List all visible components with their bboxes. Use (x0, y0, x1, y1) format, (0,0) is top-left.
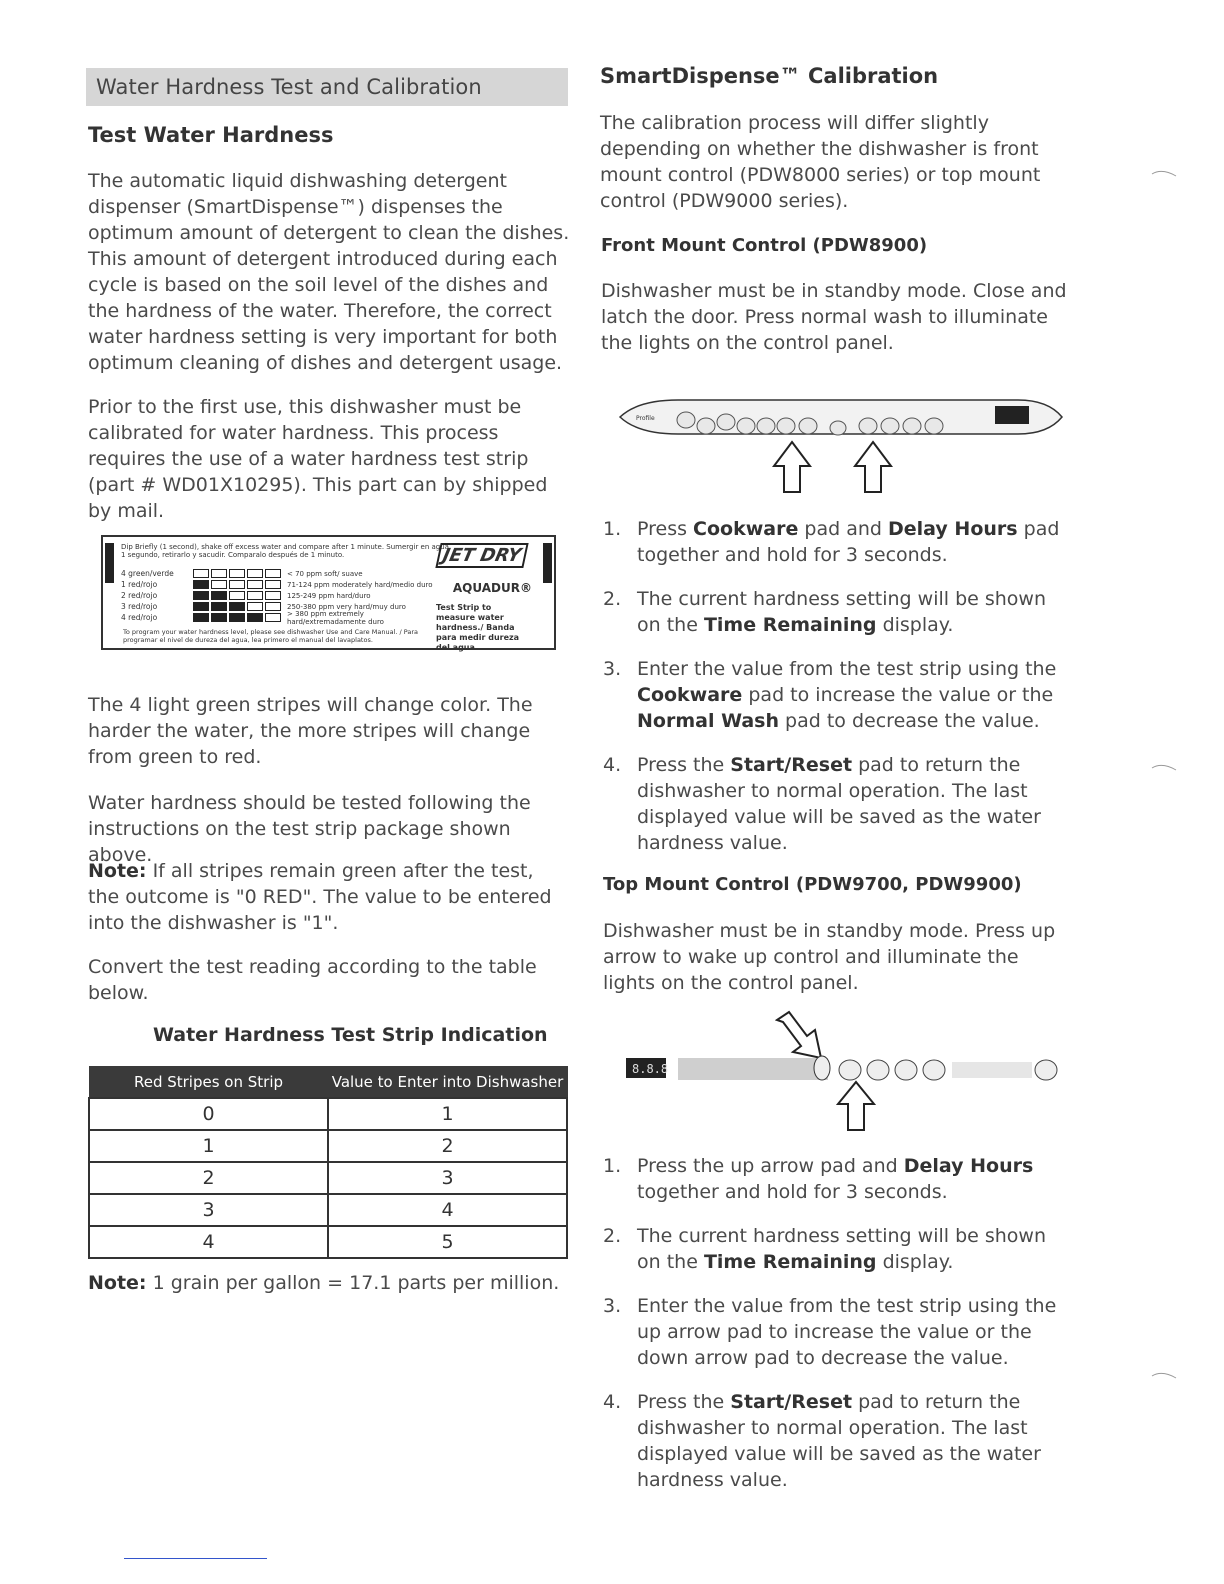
strip-cells (193, 580, 283, 589)
strip-row-label: 1 red/rojo (121, 580, 158, 589)
table-header: Value to Enter into Dishwasher (328, 1067, 567, 1099)
strip-pad (193, 613, 209, 622)
heading-smartdispense-calibration: SmartDispense™ Calibration (600, 64, 939, 88)
table-cell: 1 (89, 1130, 328, 1162)
step-text: The current hardness setting will be shown on the (637, 1225, 1047, 1273)
paragraph-test-instructions: Water hardness should be tested following the instructions on the test strip package shown above. (88, 792, 531, 866)
step-item (601, 752, 1071, 856)
step-number: 4. (603, 1391, 622, 1413)
scan-artifact (1150, 168, 1178, 178)
step-text: Press (637, 518, 694, 540)
strip-edge-right (543, 543, 552, 583)
table-row (89, 1194, 567, 1226)
heading-test-water-hardness: Test Water Hardness (88, 123, 334, 147)
heading-top-mount: Top Mount Control (PDW9700, PDW9900) (603, 874, 1022, 895)
scan-artifact (1150, 762, 1178, 772)
paragraph-stripes-change: The 4 light green stripes will change color. The harder the water, the more stripes will change from green to red. (88, 694, 533, 768)
strip-pad (211, 602, 227, 611)
step-number: 3. (603, 658, 622, 680)
up-arrow-icon (853, 440, 893, 494)
section-banner: Water Hardness Test and Calibration (86, 68, 568, 106)
strip-row (121, 580, 437, 589)
table-row (89, 1162, 567, 1194)
step-bold-term: Normal Wash (637, 710, 780, 732)
strip-instructions: Dip Briefly (1 second), shake off excess water and compare after 1 minute. Sumergir en agua 1 segundo, retirarlo y sacudir. Comparalo después de 1 minuto. (121, 543, 449, 559)
strip-pad (247, 613, 263, 622)
paragraph-front-standby: Dishwasher must be in standby mode. Close and latch the door. Press normal wash to illuminate the lights on the control panel. (601, 280, 1067, 354)
svg-text:Profile: Profile (636, 415, 655, 422)
strip-pad (229, 602, 245, 611)
strip-cells (193, 591, 283, 600)
strip-pad (247, 569, 263, 578)
step-text: pad together and hold for 3 seconds. (637, 518, 1060, 566)
step-item (601, 516, 1071, 568)
aquadur-label: AQUADUR® (452, 581, 532, 595)
strip-pad (265, 591, 281, 600)
step-text: Press the (637, 1391, 731, 1413)
table-row (89, 1226, 567, 1258)
step-text: display. (876, 614, 954, 636)
strip-row (121, 591, 437, 600)
strip-row-ppm: 250-380 ppm very hard/muy duro (287, 602, 406, 611)
strip-row-ppm: > 380 ppm extremely hard/extremadamente duro (287, 609, 384, 626)
strip-pad (247, 602, 263, 611)
strip-pad (193, 602, 209, 611)
table-cell: 1 (328, 1098, 567, 1130)
step-item (601, 1153, 1071, 1205)
test-strip-image (101, 535, 556, 650)
step-bold-term: Cookware (693, 518, 799, 540)
step-text: pad to decrease the value. (779, 710, 1040, 732)
step-number: 1. (603, 518, 622, 540)
table-header: Red Stripes on Strip (89, 1067, 328, 1099)
step-text: Press the (637, 754, 731, 776)
note-label: Note: (88, 1272, 147, 1294)
note-text: If all stripes remain green after the test, the outcome is "0 RED". The value to be entered into the dishwasher is "1". (88, 860, 552, 934)
strip-pad (193, 591, 209, 600)
step-bold-term: Delay Hours (888, 518, 1018, 540)
strip-row (121, 609, 437, 626)
front-mount-steps (601, 516, 1071, 874)
strip-pad (247, 580, 263, 589)
step-text: pad to increase the value or the (742, 684, 1054, 706)
strip-pad (211, 613, 227, 622)
strip-pad (229, 591, 245, 600)
step-text: together and hold for 3 seconds. (637, 1181, 948, 1203)
step-text: Enter the value from the test strip using the up arrow pad to increase the value or the down arrow pad to decrease the value. (637, 1295, 1057, 1369)
paragraph-convert-reading: Convert the test reading according to the table below. (88, 956, 537, 1004)
table-cell: 2 (89, 1162, 328, 1194)
strip-row (121, 569, 437, 578)
strip-row-label: 2 red/rojo (121, 591, 158, 600)
step-text: Press the up arrow pad and (637, 1155, 904, 1177)
strip-pad (265, 580, 281, 589)
strip-pad (247, 591, 263, 600)
strip-row-label: 3 red/rojo (121, 602, 158, 611)
table-cell: 5 (328, 1226, 567, 1258)
top-mount-steps (601, 1153, 1071, 1511)
step-number: 4. (603, 754, 622, 776)
strip-pad (211, 591, 227, 600)
up-arrow-icon (772, 440, 812, 494)
strip-cells (193, 569, 283, 578)
strip-row-label: 4 green/verde (121, 569, 174, 578)
paragraph-calibration-differs: The calibration process will differ slightly depending on whether the dishwasher is front mount control (PDW8000 series) or top mount control (PDW9000 series). (600, 112, 1041, 212)
strip-row-ppm: 71-124 ppm moderately hard/medio duro (287, 580, 433, 589)
table-cell: 4 (89, 1226, 328, 1258)
jetdry-logo: JET DRY (436, 543, 529, 568)
strip-edge-left (105, 543, 114, 583)
strip-pad (265, 569, 281, 578)
step-bold-term: Cookware (637, 684, 743, 706)
strip-row-ppm: 125-249 ppm hard/duro (287, 591, 371, 600)
step-bold-term: Start/Reset (730, 1391, 853, 1413)
paragraph-top-standby: Dishwasher must be in standby mode. Press up arrow to wake up control and illuminate the lights on the control panel. (603, 920, 1056, 994)
strip-program-note: To program your water hardness level, please see dishwasher Use and Care Manual. / Para programar el nivel de dureza del agua, lea primero el manual del lavaplatos. (123, 628, 419, 644)
step-item (601, 1389, 1071, 1493)
paragraph-calibration-requirement: Prior to the first use, this dishwasher must be calibrated for water hardness. This process requires the use of a water hardness test strip (part # WD01X10295). This part can by shipped by mail. (88, 396, 548, 522)
step-text: pad to return the dishwasher to normal operation. The last displayed value will be saved as the water hardness value. (637, 1391, 1041, 1491)
step-text: pad to return the dishwasher to normal operation. The last displayed value will be saved as the water hardness value. (637, 754, 1041, 854)
step-bold-term: Start/Reset (730, 754, 853, 776)
step-number: 2. (603, 588, 622, 610)
strip-pad (211, 569, 227, 578)
paragraph-detergent-intro: The automatic liquid dishwashing detergent dispenser (SmartDispense™) dispenses the optimum amount of detergent to clean the dishes. This amount of detergent introduced during each cycle is based on the soil level of the dishes and the hardness of the water. Therefore, the correct water hardness setting is very important for both optimum cleaning of dishes and detergent usage. (88, 170, 570, 374)
scan-artifact (1150, 1370, 1178, 1380)
table-cell: 2 (328, 1130, 567, 1162)
step-item (601, 656, 1071, 734)
step-number: 2. (603, 1225, 622, 1247)
strip-pad (229, 613, 245, 622)
step-text: Enter the value from the test strip using the (637, 658, 1057, 680)
note-text: 1 grain per gallon = 17.1 parts per million. (146, 1272, 560, 1294)
step-bold-term: Time Remaining (703, 1251, 877, 1273)
strip-pad (211, 580, 227, 589)
strip-pad (265, 602, 281, 611)
step-bold-term: Time Remaining (703, 614, 877, 636)
table-row (89, 1130, 567, 1162)
step-item (601, 1223, 1071, 1275)
table-row (89, 1098, 567, 1130)
time-display: 8.8.8 (632, 1062, 669, 1076)
table-cell: 0 (89, 1098, 328, 1130)
table-cell: 3 (328, 1162, 567, 1194)
front-control-panel-illustration (618, 396, 1064, 438)
step-item (601, 586, 1071, 638)
table-cell: 4 (328, 1194, 567, 1226)
strip-pad (265, 613, 281, 622)
step-bold-term: Delay Hours (903, 1155, 1034, 1177)
step-text: The current hardness setting will be shown on the (637, 588, 1047, 636)
heading-front-mount: Front Mount Control (PDW8900) (601, 235, 928, 256)
step-text: pad and (798, 518, 889, 540)
step-number: 1. (603, 1155, 622, 1177)
footer-line (124, 1558, 267, 1559)
up-arrow-icon (836, 1080, 876, 1132)
strip-pad (193, 580, 209, 589)
strip-row-label: 4 red/rojo (121, 613, 158, 622)
strip-pad (229, 580, 245, 589)
step-item (601, 1293, 1071, 1371)
strip-pad (229, 569, 245, 578)
note-label: Note: (88, 860, 147, 882)
strip-row-ppm: < 70 ppm soft/ suave (287, 569, 363, 578)
hardness-table (88, 1066, 568, 1259)
table-title: Water Hardness Test Strip Indication (153, 1024, 548, 1046)
note-conversion (88, 1270, 564, 1296)
table-cell: 3 (89, 1194, 328, 1226)
strip-pad (193, 569, 209, 578)
note-all-green (88, 858, 564, 936)
step-number: 3. (603, 1295, 622, 1317)
strip-cells (193, 613, 283, 622)
strip-purpose-note: Test Strip to measure water hardness./ Banda para medir dureza del agua. (436, 603, 520, 652)
step-text: display. (876, 1251, 954, 1273)
strip-cells (193, 602, 283, 611)
